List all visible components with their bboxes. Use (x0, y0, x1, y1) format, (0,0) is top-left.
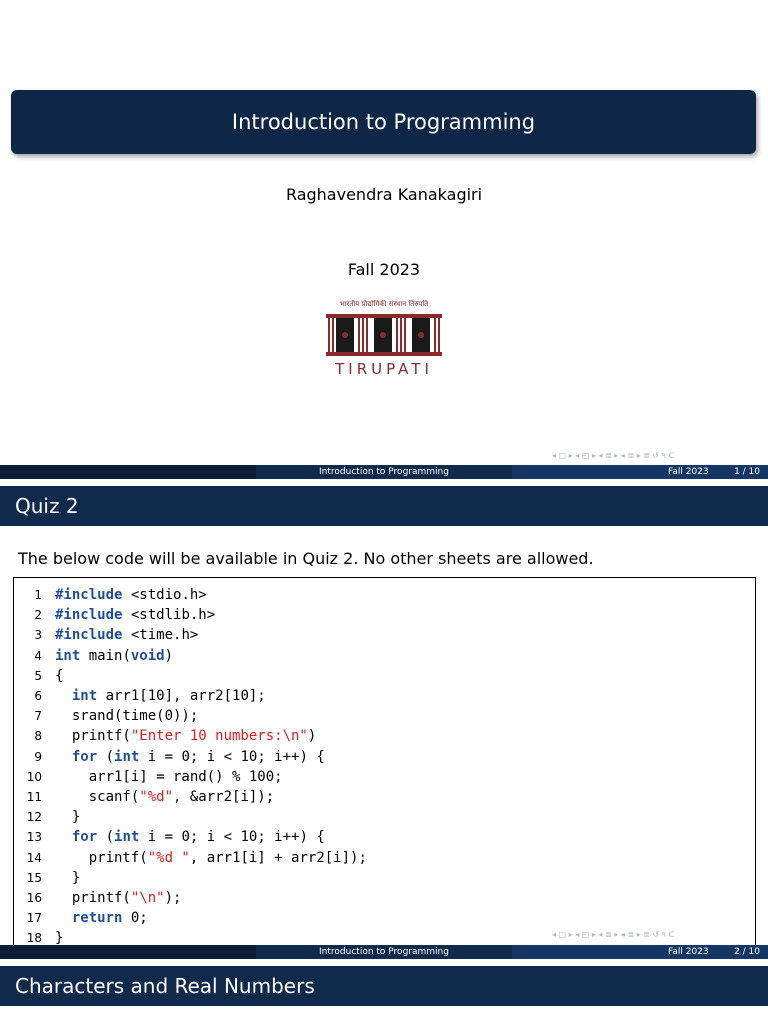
code-text: for (int i = 0; i < 10; i++) { (71, 829, 325, 846)
code-text: printf("Enter 10 numbers:\n") (55, 728, 317, 745)
code-text: scanf("%d", &arr2[i]); (55, 789, 275, 805)
code-text: #include <stdlib.h> (55, 607, 216, 624)
footer-page-number: 1 / 10 (734, 467, 760, 477)
slide-title: Introduction to Programming (231, 110, 536, 134)
code-text: for (int i = 0; i < 10; i++) { (71, 748, 325, 765)
code-line (14, 605, 755, 625)
line-number: 6 (34, 689, 42, 703)
code-text: } (55, 809, 81, 826)
logo-word: TIRUPATI (335, 360, 433, 378)
line-number: 15 (26, 870, 42, 885)
code-text: #include <time.h> (55, 627, 199, 644)
code-text: int arr1[10], arr2[10]; (71, 688, 266, 704)
frame-title-bar (0, 966, 768, 1006)
code-text: { (55, 667, 64, 684)
code-text: } (55, 930, 64, 946)
footer-title: Introduction to Programming (256, 945, 512, 959)
line-number: 4 (34, 648, 42, 663)
line-number: 3 (34, 628, 42, 643)
code-text: arr1[i] = rand() % 100; (55, 768, 283, 785)
line-number: 9 (34, 749, 42, 764)
line-number: 16 (26, 891, 42, 905)
line-number: 14 (26, 850, 42, 865)
code-line (14, 888, 755, 908)
author-name: Raghavendra Kanakagiri (285, 185, 483, 204)
frame-title: Quiz 2 (15, 494, 79, 518)
code-line (14, 848, 755, 868)
footer-date: Fall 2023 (668, 947, 709, 957)
line-number: 17 (26, 911, 42, 926)
line-number: 11 (26, 790, 42, 804)
line-number: 5 (34, 668, 42, 683)
code-line (14, 646, 755, 666)
footer-page-number: 2 / 10 (734, 947, 760, 957)
code-text: #include <stdio.h> (55, 587, 207, 603)
line-number: 8 (34, 729, 42, 744)
code-line (14, 787, 755, 807)
line-number: 10 (26, 769, 42, 784)
footer-title: Introduction to Programming (256, 465, 512, 479)
presentation-date: Fall 2023 (347, 260, 421, 279)
iit-tirupati-logo (320, 300, 448, 380)
code-text: srand(time(0)); (55, 708, 199, 725)
beamer-navigation-icons[interactable]: ◂ □ ▸ ◂ ◰ ▸ ◂ ≣ ▸ ◂ ≣ ▸ ≣ ↺ ۹ ᑕ (552, 930, 676, 939)
line-number: 18 (26, 931, 42, 946)
beamer-navigation-icons[interactable]: ◂ □ ▸ ◂ ◰ ▸ ◂ ≣ ▸ ◂ ≣ ▸ ≣ ↺ ۹ ᑕ (552, 451, 676, 460)
code-text: return 0; (71, 910, 148, 927)
slide-footer (0, 465, 768, 479)
code-line (14, 666, 755, 686)
code-text: printf("\n"); (55, 890, 182, 906)
code-text: printf("%d ", arr1[i] + arr2[i]); (55, 849, 367, 866)
code-line (14, 625, 755, 645)
code-line (14, 585, 755, 605)
code-line (14, 747, 755, 767)
code-line (14, 726, 755, 746)
quiz-instructions: The below code will be available in Quiz 2. No other sheets are allowed. (18, 549, 594, 568)
slide-footer (0, 945, 768, 959)
line-number: 2 (34, 608, 42, 623)
line-number: 7 (34, 709, 42, 724)
code-line (14, 868, 755, 888)
line-number: 13 (26, 830, 42, 845)
logo-emblem-icon (326, 314, 442, 356)
slide-title-bar (11, 90, 756, 154)
line-number: 1 (34, 588, 42, 602)
line-number: 12 (26, 810, 42, 825)
code-line (14, 706, 755, 726)
code-listing (13, 577, 756, 946)
code-line (14, 767, 755, 787)
code-line (14, 686, 755, 706)
frame-title: Characters and Real Numbers (15, 974, 315, 998)
code-line (14, 908, 755, 928)
code-text: int main(void) (55, 647, 174, 664)
code-line (14, 807, 755, 827)
footer-date: Fall 2023 (668, 467, 709, 477)
frame-title-bar (0, 486, 768, 526)
logo-script-text: भारतीय प्रौद्योगिकी संस्थान तिरुपति (339, 300, 429, 308)
code-text: } (55, 869, 81, 886)
code-line (14, 827, 755, 847)
